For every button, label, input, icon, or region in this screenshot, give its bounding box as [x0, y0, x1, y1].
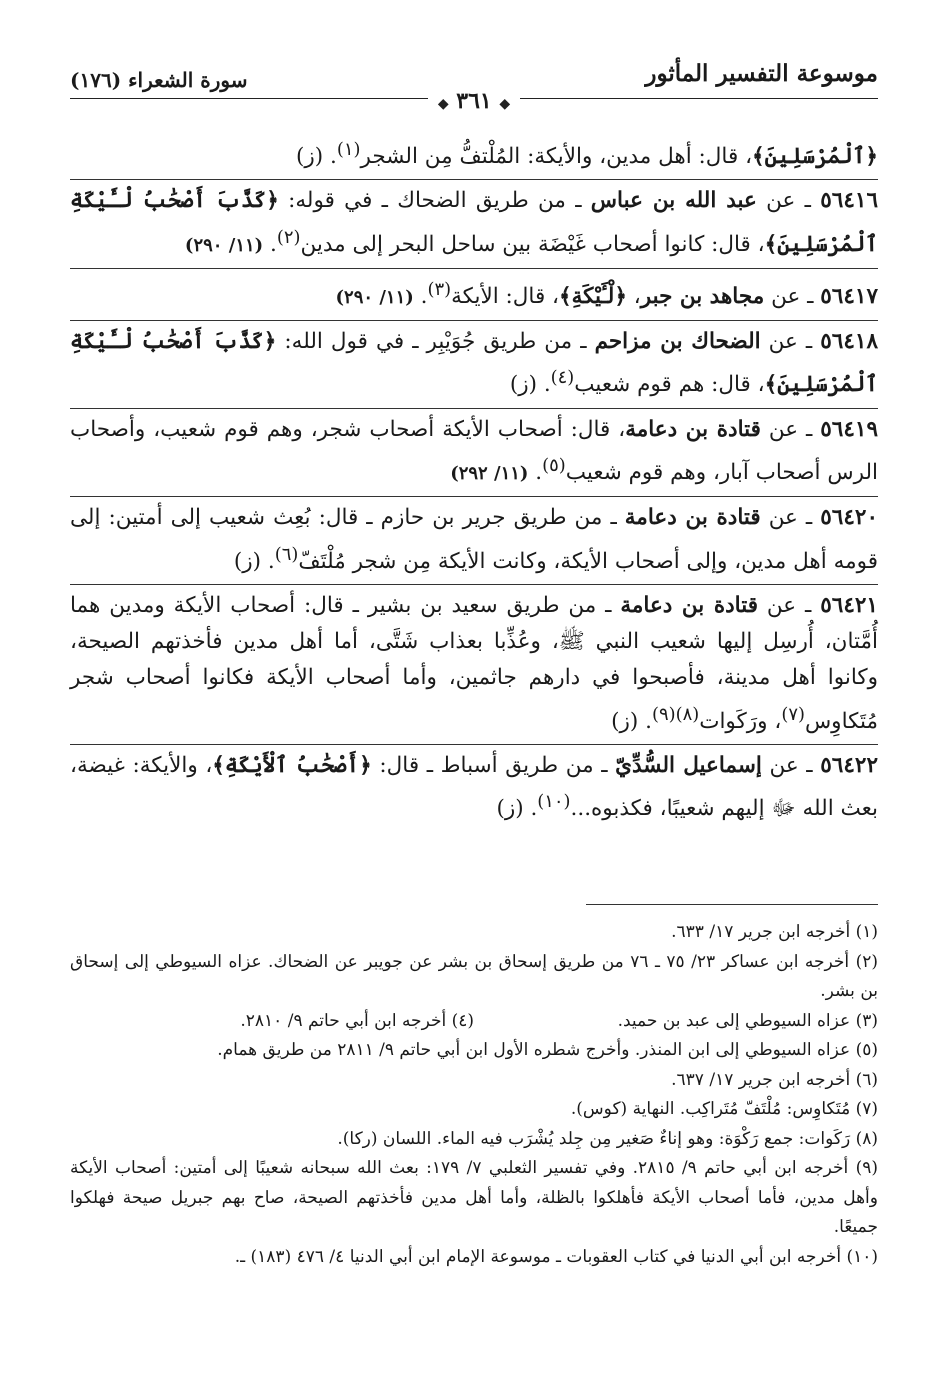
text-run: . (ز)	[611, 708, 652, 734]
text-run: ، قال: كانوا أصحاب غَيْضَة بين ساحل البحر إلى مدين	[300, 231, 765, 257]
footnote-ref: (١)	[336, 139, 361, 160]
text-run: . (ز)	[496, 796, 538, 822]
entry-number: ٥٦٤٢٠	[820, 505, 878, 531]
narrator-name: الضحاك بن مزاحم	[594, 329, 761, 355]
text-run: ، قال: أهل مدين، والأيكة: المُلْتفُّ مِن الشجر	[360, 144, 753, 170]
book-title: موسوعة التفسير المأثور	[645, 60, 878, 87]
footnote-ref: (٤)	[550, 367, 575, 389]
text-run: ،	[626, 284, 641, 310]
footnote: (٣) عزاه السيوطي إلى عبد بن حميد.	[617, 1010, 878, 1031]
text-run: ، قال: هم قوم شعيب	[574, 372, 765, 398]
text-run: ، قال: الأيكة	[451, 284, 559, 310]
entry	[70, 745, 878, 832]
page-number: ٣٦١	[456, 88, 492, 114]
footnote-ref: (٧)	[781, 703, 805, 725]
entry-number: ٥٦٤١٧	[820, 284, 878, 310]
entry	[70, 585, 878, 745]
footnote-ref: (٨)(٩)	[651, 703, 700, 725]
entry-number: ٥٦٤١٨	[820, 329, 878, 355]
text-run: ـ من طريق أسباط ـ قال:	[371, 752, 616, 778]
entry	[70, 497, 878, 585]
narrator-name: مجاهد بن جبر	[640, 284, 765, 310]
footnote: (٩) أخرجه ابن أبي حاتم ٩/ ٢٨١٥. وفي تفسير الثعلبي ٧/ ١٧٩: بعث الله سبحانه شعيبًا إلى أمتين: أصحاب الأيكة وأهل مدين، فأما أصحاب الأيكة فأهلكوا بالظلة، وأما أهل مدين فأخذتهم الصيحة، صاح بهم جبريل صيحة فهلكوا جميعًا.	[70, 1158, 878, 1237]
footnote-ref: (١٠)	[537, 791, 571, 813]
text-run: . (ز)	[296, 144, 337, 170]
text-run: ـ من طريق الضحاك ـ في قوله:	[278, 188, 591, 214]
cross-reference: (١١/ ٢٩٢)	[450, 463, 529, 485]
footnote-ref: (٦)	[274, 543, 299, 565]
text-run: . (ز)	[233, 548, 275, 574]
footnotes	[70, 918, 878, 1272]
footnote: (١) أخرجه ابن جرير ١٧/ ٦٣٣.	[671, 922, 878, 942]
cross-reference: (١١/ ٢٩٠)	[184, 234, 264, 256]
footnote-ref: (٣)	[427, 278, 452, 300]
page	[70, 52, 878, 1372]
footnote: (١٠) أخرجه ابن أبي الدنيا في كتاب العقوبات ـ موسوعة الإمام ابن أبي الدنيا ٤/ ٤٧٦ (١٨٣) ـ.	[234, 1246, 878, 1267]
quran-quote: ﴿ٱلْمُرْسَلِينَ﴾	[752, 144, 878, 170]
text-run: ـ عن	[758, 592, 821, 618]
entry-number: ٥٦٤٢٢	[820, 752, 878, 778]
entry-number: ٥٦٤٢١	[820, 592, 878, 618]
footnote: (٧) مُتَكاوِس: مُلْتَفّ مُتَراكِب. النهاية (كوس).	[570, 1099, 878, 1119]
entry	[70, 409, 878, 498]
footnote-ref: (٥)	[542, 455, 566, 477]
entry-number: ٥٦٤١٦	[820, 188, 878, 214]
entry	[70, 269, 878, 321]
text-run: ـ من طريق سعيد بن بشير ـ قال: أصحاب الأيكة ومدين هما أُمَّتان، أُرسِل إليها شعيب النبي ﷺ، وعُذِّبا بعذاب شَتَّى، أما أهل مدين فأخذتهم الصيحة، وكانوا أهل مدينة، فأصبحوا في دارهم جاثمين، وأما أصحاب الأيكة فكانوا أصحاب شجر مُتَكاوِس	[70, 592, 878, 734]
main-text	[70, 132, 878, 832]
footnote: (٨) رَكَوات: جمع رَكْوَة: وهو إناءٌ صَغير مِن جِلد يُشْرَب فيه الماء. اللسان (ركا).	[337, 1128, 878, 1149]
quran-quote: ﴿كَذَّبَ أَصْحَٰبُ لْـَٔيْكَةِ ٱلْمُرْسَلِينَ﴾	[70, 188, 878, 257]
narrator-name: قتادة بن دعامة	[620, 592, 758, 618]
footnote: (٦) أخرجه ابن جرير ١٧/ ٦٣٧.	[671, 1069, 878, 1090]
text-run: ـ عن	[756, 188, 821, 214]
text-run: ـ عن	[760, 416, 821, 442]
narrator-name: إسماعيل السُّدِّيّ	[615, 752, 762, 778]
text-run: .	[263, 231, 277, 257]
text-run: .	[528, 460, 543, 486]
entry	[70, 180, 878, 269]
page-number-box	[428, 88, 520, 114]
cross-reference: (١١/ ٢٩٠)	[335, 287, 414, 309]
footnote: (٤) أخرجه ابن أبي حاتم ٩/ ٢٨١٠.	[240, 1010, 474, 1031]
text-run: ، ورَكَوات	[699, 708, 782, 734]
surah-label: سورة الشعراء (١٧٦)	[70, 68, 248, 92]
quran-quote: ﴿لْـَٔيْكَةِ﴾	[559, 284, 627, 310]
narrator-name: عبد الله بن عباس	[590, 188, 757, 214]
text-run: ـ عن	[760, 505, 821, 531]
text-run: ـ من طريق جرير بن حازم ـ قال: بُعِث شعيب إلى أمتين: إلى قومه أهل مدين، وإلى أصحاب الأيكة، وكانت الأيكة مِن شجر مُلْتَفّ	[70, 505, 878, 574]
text-run: . (ز)	[509, 372, 551, 398]
quran-quote: ﴿أَصْحَٰبُ ٱلْأَيْكَةِ﴾	[212, 752, 372, 778]
text-run: ـ عن	[764, 284, 821, 310]
narrator-name: قتادة بن دعامة	[624, 505, 761, 531]
entry	[70, 321, 878, 409]
entry-number: ٥٦٤١٩	[820, 416, 878, 442]
quran-quote: ﴿كَذَّبَ أَصْحَٰبُ لْـَٔيْكَةِ ٱلْمُرْسَلِينَ﴾	[70, 329, 878, 398]
text-run: .	[413, 284, 428, 310]
narrator-name: قتادة بن دعامة	[625, 416, 761, 442]
text-run: ، والأيكة: غيضة، بعث الله ﷻ إليهم شعيبًا، فكذبوه...	[70, 752, 878, 822]
text-run: ـ عن	[761, 752, 821, 778]
footnote-separator	[586, 904, 878, 905]
footnote-ref: (٢)	[276, 226, 301, 248]
ornament-icon: ◆	[437, 96, 449, 112]
page-header	[70, 52, 878, 142]
entry	[70, 132, 878, 180]
ornament-icon: ◆	[499, 96, 511, 112]
text-run: ـ من طريق جُوَيْبِر ـ في قول الله:	[276, 329, 595, 355]
footnote: (٢) أخرجه ابن عساكر ٢٣/ ٧٥ ـ ٧٦ من طريق إسحاق بن بشر عن جويبر عن الضحاك. عزاه السيوطي إلى إسحاق بن بشر.	[70, 951, 879, 1001]
footnote: (٥) عزاه السيوطي إلى ابن المنذر. وأخرج شطره الأول ابن أبي حاتم ٩/ ٢٨١١ من طريق همام.	[217, 1040, 878, 1060]
text-run: ـ عن	[760, 329, 821, 355]
text-run: ، قال: أصحاب الأيكة أصحاب شجر، وهم قوم شعيب، وأصحاب الرس أصحاب آبار، وهم قوم شعيب	[70, 416, 878, 486]
